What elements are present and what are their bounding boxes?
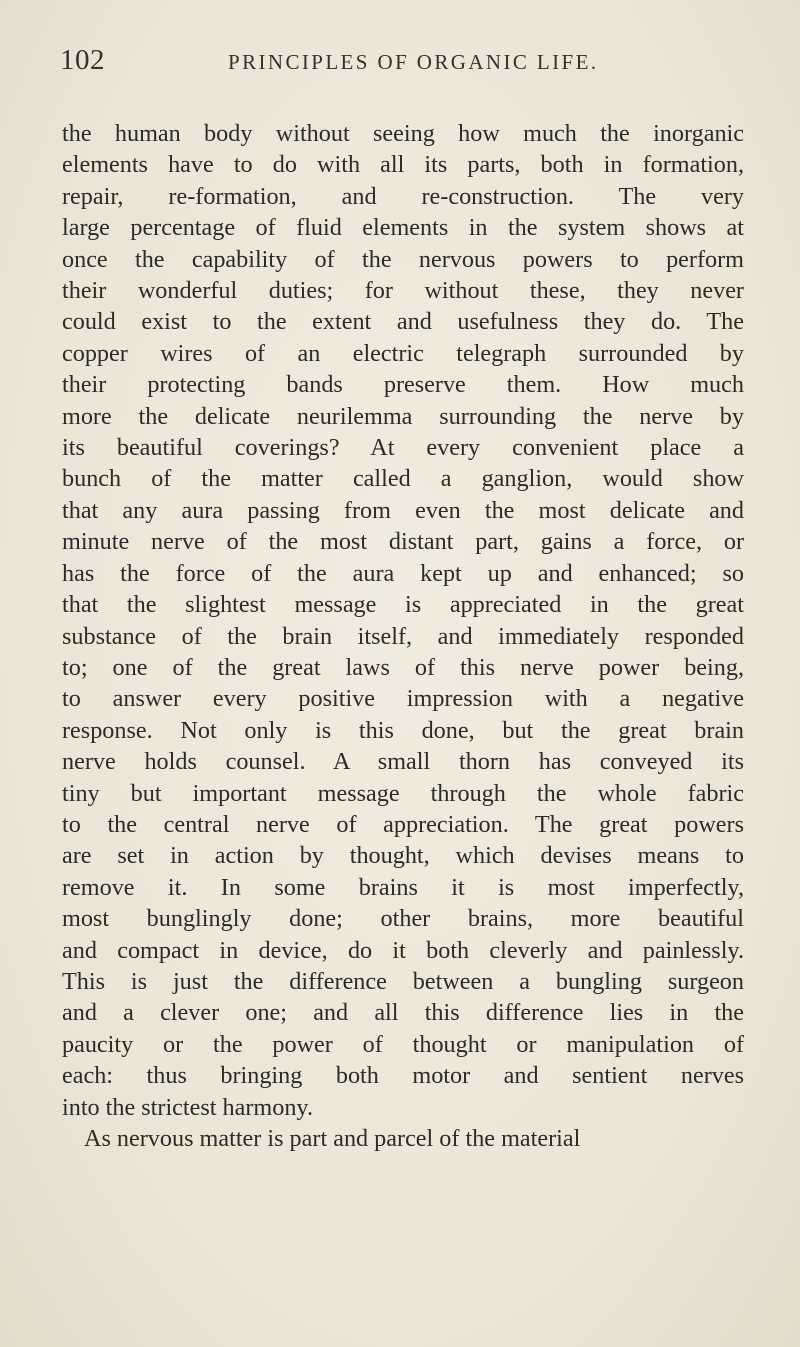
paragraph-end-line: into the strictest harmony.	[62, 1093, 314, 1121]
text-line: are set in action by thought, which devises means to	[62, 842, 744, 870]
text-line: large percentage of fluid elements in the system shows at	[62, 214, 744, 242]
page-number: 102	[60, 44, 105, 76]
text-line: and a clever one; and all this difference lies in the	[62, 999, 744, 1027]
text-line: once the capability of the nervous powers to perform	[62, 245, 744, 273]
text-line: each: thus bringing both motor and sentient nerves	[62, 1062, 744, 1090]
text-line: its beautiful coverings? At every convenient place a	[62, 434, 744, 462]
text-line: paucity or the power of thought or manipulation of	[62, 1030, 744, 1058]
text-line: to answer every positive impression with a negative	[62, 685, 744, 713]
running-title: PRINCIPLES OF ORGANIC LIFE.	[228, 50, 599, 74]
text-line: copper wires of an electric telegraph surrounded by	[62, 339, 744, 367]
text-line: their wonderful duties; for without these, they never	[62, 277, 744, 305]
text-line: This is just the difference between a bungling surgeon	[62, 967, 744, 995]
text-line: remove it. In some brains it is most imperfectly,	[62, 873, 744, 901]
text-line: that the slightest message is appreciated in the great	[62, 591, 744, 619]
text-line: the human body without seeing how much the inorganic	[62, 120, 744, 147]
text-line: response. Not only is this done, but the great brain	[62, 716, 744, 744]
text-line: bunch of the matter called a ganglion, would show	[62, 465, 744, 493]
text-line: more the delicate neurilemma surrounding the nerve by	[62, 402, 744, 430]
running-head	[62, 44, 744, 84]
text-line: tiny but important message through the whole fabric	[62, 779, 744, 807]
text-line: elements have to do with all its parts, both in formation,	[62, 151, 744, 179]
text-line: most bunglingly done; other brains, more beautiful	[62, 905, 744, 933]
text-line: substance of the brain itself, and immediately responded	[62, 622, 744, 650]
body-text	[62, 118, 744, 1154]
text-line: and compact in device, do it both cleverly and painlessly.	[62, 936, 744, 964]
text-line: repair, re-formation, and re-construction. The very	[62, 182, 744, 210]
text-line: minute nerve of the most distant part, gains a force, or	[62, 528, 744, 556]
text-line: has the force of the aura kept up and enhanced; so	[62, 559, 744, 587]
text-line: nerve holds counsel. A small thorn has conveyed its	[62, 748, 744, 776]
text-line: to; one of the great laws of this nerve power being,	[62, 653, 744, 681]
text-line: could exist to the extent and usefulness they do. The	[62, 308, 744, 336]
text-line: that any aura passing from even the most delicate and	[62, 496, 744, 524]
paragraph-start-line: As nervous matter is part and parcel of the material	[84, 1125, 581, 1152]
text-line: to the central nerve of appreciation. The great powers	[62, 810, 744, 838]
text-line: their protecting bands preserve them. How much	[62, 371, 744, 399]
